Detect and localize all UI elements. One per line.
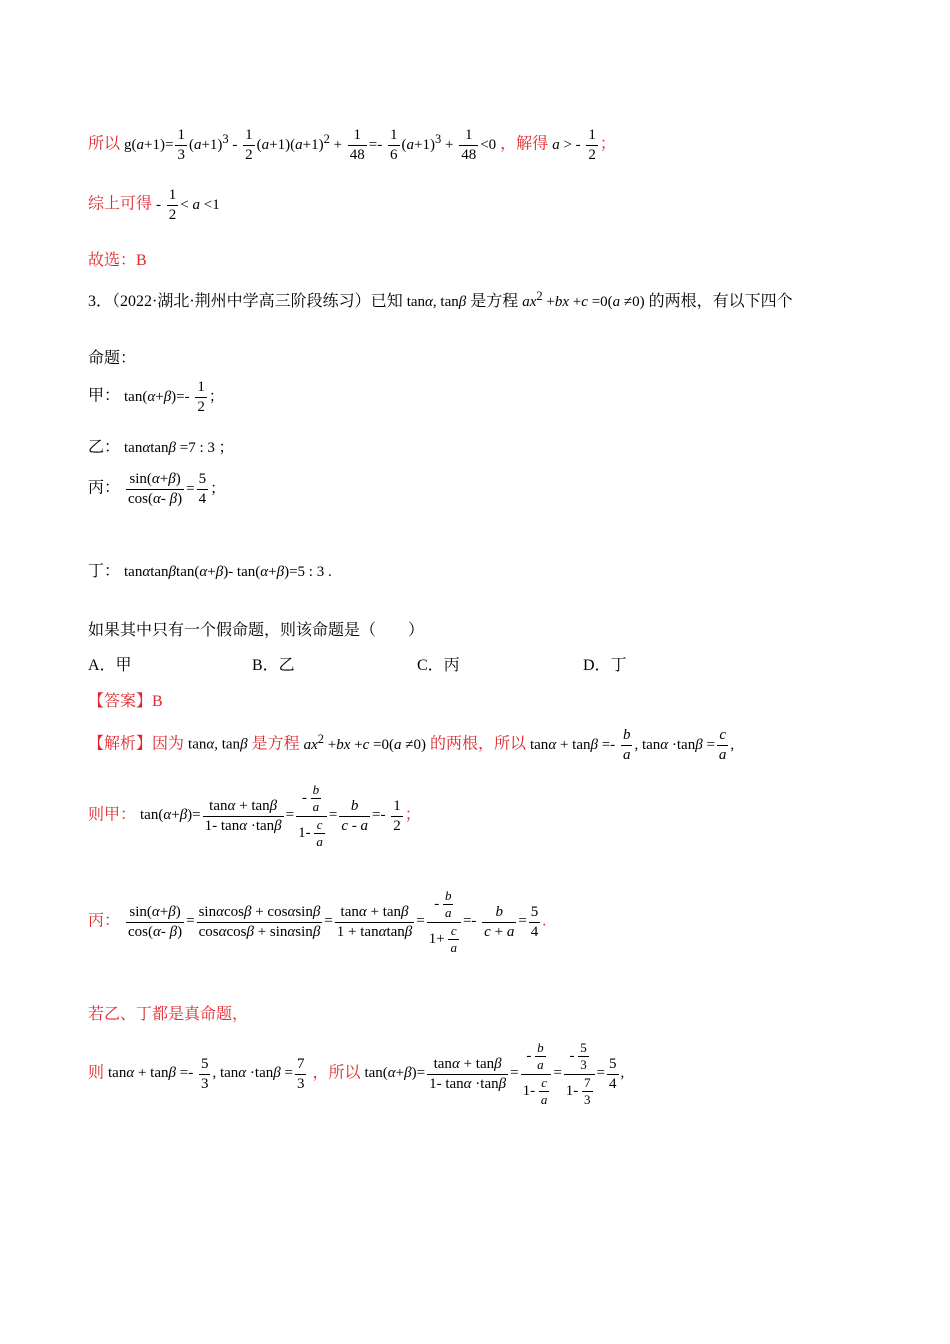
text-suoyi: 所以 xyxy=(88,135,121,153)
analysis-because: 因为 xyxy=(152,735,185,753)
analysis-label: 【解析】 xyxy=(88,735,153,753)
analysis-is-eq: 是方程 xyxy=(251,735,300,753)
analysis-roots-so: 的两根，所以 xyxy=(429,735,526,753)
formula-vieta: tanα + tanβ =- $\frac{b}{a}$ , tanα ·tanβ = $\frac{c}{a}$ , xyxy=(529,727,735,763)
formula-bing-derivation: $\frac{\sin(\alpha+\beta)}{\cos(\alpha- \beta)}$ = $\frac{\sin\alpha\cos\beta + \cos\alpha\sin\beta}{\cos\alpha\cos\beta + \sin\alpha\sin\beta}$ = $\frac{\tan\alpha + \tan\beta}{1 + \tan\alpha\tan\beta}$ = - $\frac{b}{a}$ 1+ $\frac{c}{a}$ =- $\frac{b}{c + a}$ = $\frac{5}{4}$ xyxy=(128,888,539,955)
line-2 xyxy=(88,186,220,225)
question-prompt: 如果其中只有一个假命题，则该命题是（ ） xyxy=(88,622,425,639)
label-bing: 丙： xyxy=(88,479,121,497)
option-b[interactable]: B．乙 xyxy=(252,657,295,674)
formula-tan-pair: tanα, tanβ xyxy=(406,294,467,310)
text-zongshang: 综上可得 xyxy=(88,195,153,213)
formula-final-derivation: tan(α+β)= $\frac{\tan\alpha + \tan\beta}{1- \tan\alpha \cdot\tan\beta}$ = - $\frac{b}{a}$ 1- $\frac{c}{a}$ = - $\frac{5}{3}$ 1- $\frac{7}{3}$ = $\frac{5}{4}$ , xyxy=(364,1040,625,1107)
formula-ding: tanαtanβtan(α+β)- tan(α+β)=5 : 3 . xyxy=(124,564,332,580)
then-pre: 则 xyxy=(88,1064,105,1082)
text-jiede: ，解得 xyxy=(500,135,549,153)
answer-label: 【答案】B xyxy=(88,693,163,710)
formula-a-gt: a > - $\frac{1}{2}$ xyxy=(552,127,596,163)
prop-ding xyxy=(88,558,332,581)
prop-yi xyxy=(88,434,234,457)
formula-jia: tan(α+β)=- $\frac{1}{2}$ ； xyxy=(124,379,224,415)
prop-bing xyxy=(88,470,225,509)
analysis-bing: 丙： $\frac{\sin(\alpha+\beta)}{\cos(\alpha- \beta)}$ = $\frac{\sin\alpha\cos\beta + \cos\alpha\sin\beta}{\cos\alpha\cos\beta + \sin\alpha\sin\beta}$ = $\frac{\tan\alpha + \tan\beta}{1 + \tan\alpha\tan\beta}$ = - $\frac{b}{a}$ 1+ $\frac{c}{a}$ =- $\frac{b}{c + a}$ = $\frac{5}{4}$ . xyxy=(88,888,547,955)
label-yi: 乙： xyxy=(88,439,121,456)
formula-quadratic-2: $ax^2 +bx +c =0(a \ne 0)$ xyxy=(303,731,426,753)
then-jia-label: 则甲： xyxy=(88,806,137,824)
bing-label: 丙： xyxy=(88,912,121,930)
formula-range: - $\frac{1}{2}$ < a <1 xyxy=(156,187,220,223)
formula-sum-prod: tanα + tanβ =- $\frac{5}{3}$ , tanα ·tanβ = $\frac{7}{3}$ xyxy=(108,1055,305,1092)
question-known: 已知 xyxy=(370,293,403,310)
question-number: 3． xyxy=(88,293,113,310)
label-ding: 丁： xyxy=(88,563,121,580)
line-1: 所以 g(a+1)= $\frac{1}{3}$ $(a+1)^3$ - $\frac{1}{2}$ $(a+1)(a+1)^2$ + $\frac{1}{48}$ =- $\frac{1}{6}$ $(a+1)^3$ + $\frac{1}{48}$ <0 ，解得 a > - $\frac{1}{2}$ ； xyxy=(88,127,616,163)
option-a[interactable]: A．甲 xyxy=(88,657,132,674)
question-roots: 的两根，有以下四个 xyxy=(648,293,793,310)
text-guxuan: 故选：B xyxy=(88,252,147,269)
formula-g: g(a+1)= $\frac{1}{3}$ $(a+1)^3$ - $\frac{1}{2}$ $(a+1)(a+1)^2$ + $\frac{1}{48}$ =- $\frac{1}{6}$ $(a+1)^3$ + $\frac{1}{48}$ <0 xyxy=(124,127,497,163)
analysis-final xyxy=(88,1040,624,1108)
analysis-line xyxy=(88,726,734,765)
question-props: 命题： xyxy=(88,350,137,367)
option-c[interactable]: C．丙 xyxy=(417,657,460,674)
option-d[interactable]: D．丁 xyxy=(583,657,627,674)
formula-quadratic: $ax^2 +bx +c =0(a \ne 0)$ xyxy=(522,289,645,310)
prop-jia xyxy=(88,378,224,417)
question-is-eq: 是方程 xyxy=(470,293,519,310)
so-word: ，所以 xyxy=(312,1064,361,1082)
question-3-line xyxy=(88,288,793,311)
formula-bing: $\frac{\sin(\alpha+\beta)}{\cos(\alpha- \beta)}$ = $\frac{5}{4}$ ； xyxy=(128,471,226,507)
formula-jia-derivation: tan(α+β)= $\frac{\tan\alpha + \tan\beta}{1- \tan\alpha \cdot\tan\beta}$ = - $\frac{b}{a}$ 1- $\frac{c}{a}$ = $\frac{b}{c - a}$ =- $\frac{1}{2}$ xyxy=(140,782,401,849)
if-line: 若乙、丁都是真命题， xyxy=(88,1006,249,1023)
analysis-jia: 则甲： tan(α+β)= $\frac{\tan\alpha + \tan\beta}{1- \tan\alpha \cdot\tan\beta}$ = - $\frac{b}{a}$ 1- $\frac{c}{a}$ = $\frac{b}{c - a}$ =- $\frac{1}{2}$ ； xyxy=(88,782,421,849)
formula-yi: tanαtanβ =7 : 3 ； xyxy=(124,440,234,456)
label-jia: 甲： xyxy=(88,387,121,405)
question-source: （2022·湖北·荆州中学高三阶段练习） xyxy=(112,293,371,310)
formula-tan-pair-2: tanα, tanβ xyxy=(188,736,248,753)
